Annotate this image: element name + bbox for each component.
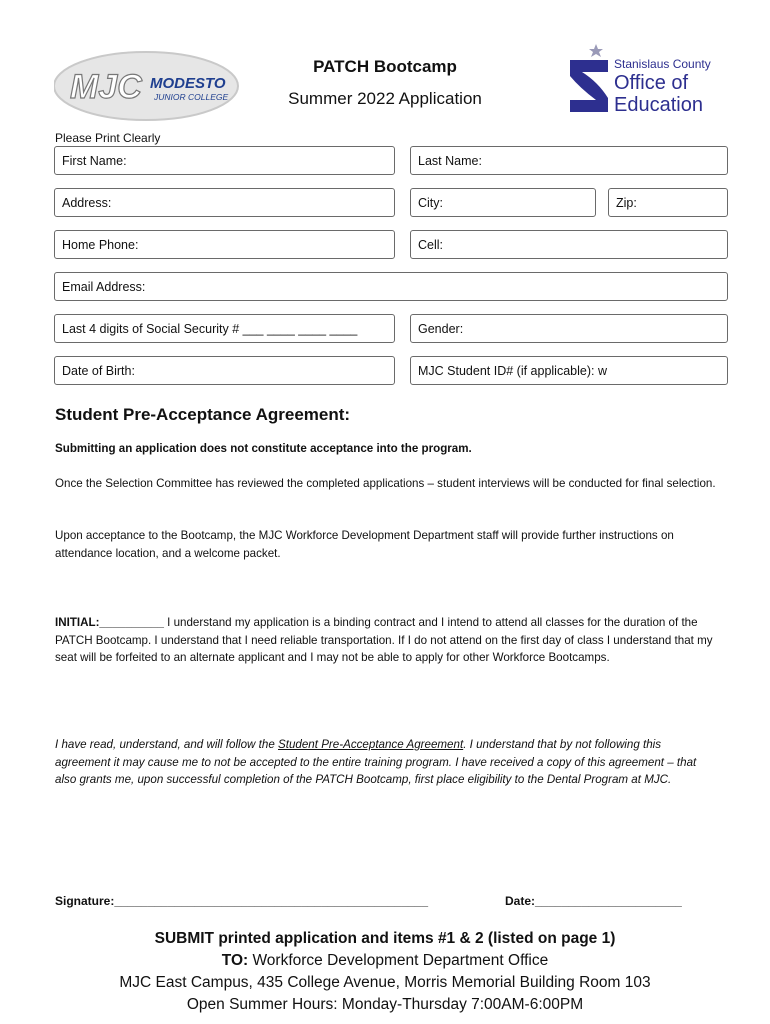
first-name-field[interactable]: First Name: xyxy=(54,146,395,175)
initial-text: I understand my application is a binding contract and I intend to attend all classes for the duration of the PATCH Bootcamp. I understand that I need reliable transportation. If I do not attend on the first day of class I understand that my seat will be forfeited to an alternate applicant and I may not be able to apply for other Workforce Bootcamps. xyxy=(55,616,713,664)
mjc-logo-modesto: MODESTO xyxy=(150,75,226,92)
scoe-s-icon xyxy=(570,60,608,112)
submit-to-office: Workforce Development Department Office xyxy=(248,952,549,969)
page-subtitle: Summer 2022 Application xyxy=(288,89,482,108)
agreement-title: Student Pre-Acceptance Agreement: xyxy=(55,405,351,424)
mjc-logo-jc: JUNIOR COLLEGE xyxy=(154,92,229,102)
agreement-paragraph-1: Once the Selection Committee has reviewed the completed applications – student interviews will be conducted for final selection. xyxy=(55,477,716,490)
zip-field[interactable]: Zip: xyxy=(608,188,728,217)
mjc-logo-mark: MJC xyxy=(70,68,142,106)
agreement-notice: Submitting an application does not constitute acceptance into the program. xyxy=(55,442,472,455)
submit-instruction: SUBMIT printed application and items #1 & 2 (listed on page 1) xyxy=(154,930,616,947)
print-clearly-instruction: Please Print Clearly xyxy=(55,131,161,145)
statement-post: . I understand that by not following this agreement it may cause me to not be accepted to the entire training program. I have received a copy of this agreement – that also grants me, upon successful completion of the PATCH Bootcamp, first place eligibility to the Dental Program at MJC. xyxy=(55,738,697,786)
last-name-field[interactable]: Last Name: xyxy=(410,146,728,175)
page-title: PATCH Bootcamp xyxy=(313,57,457,76)
signature-line[interactable]: Signature:_______________________________________________ xyxy=(55,894,429,908)
submit-address: MJC East Campus, 435 College Avenue, Morris Memorial Building Room 103 xyxy=(119,974,651,991)
initial-label[interactable]: INITIAL:__________ xyxy=(55,616,164,629)
agreement-paragraph-2: Upon acceptance to the Bootcamp, the MJC Workforce Development Department staff will provide further instructions on attendance location, and a welcome packet. xyxy=(55,529,674,560)
scoe-logo-office: Office of xyxy=(614,72,689,94)
scoe-logo-education: Education xyxy=(614,94,703,116)
statement-link: Student Pre-Acceptance Agreement xyxy=(278,738,464,751)
star-icon xyxy=(589,44,603,57)
email-field[interactable]: Email Address: xyxy=(54,272,728,301)
statement-paragraph xyxy=(55,736,717,789)
statement-pre: I have read, understand, and will follow the xyxy=(55,738,278,751)
home-phone-field[interactable]: Home Phone: xyxy=(54,230,395,259)
dob-field[interactable]: Date of Birth: xyxy=(54,356,395,385)
cell-field[interactable]: Cell: xyxy=(410,230,728,259)
submit-to-line xyxy=(0,952,770,970)
address-field[interactable]: Address: xyxy=(54,188,395,217)
ssn-field[interactable]: Last 4 digits of Social Security # ___ ____ ____ ____ xyxy=(54,314,395,343)
office-hours: Open Summer Hours: Monday-Thursday 7:00AM-6:00PM xyxy=(186,996,584,1013)
gender-field[interactable]: Gender: xyxy=(410,314,728,343)
scoe-logo xyxy=(568,42,718,116)
scoe-logo-county: Stanislaus County xyxy=(614,57,711,71)
date-line[interactable]: Date:______________________ xyxy=(505,894,682,908)
city-field[interactable]: City: xyxy=(410,188,596,217)
student-id-field[interactable]: MJC Student ID# (if applicable): w xyxy=(410,356,728,385)
submit-to-label: TO: xyxy=(221,952,249,969)
initial-paragraph xyxy=(55,614,717,667)
